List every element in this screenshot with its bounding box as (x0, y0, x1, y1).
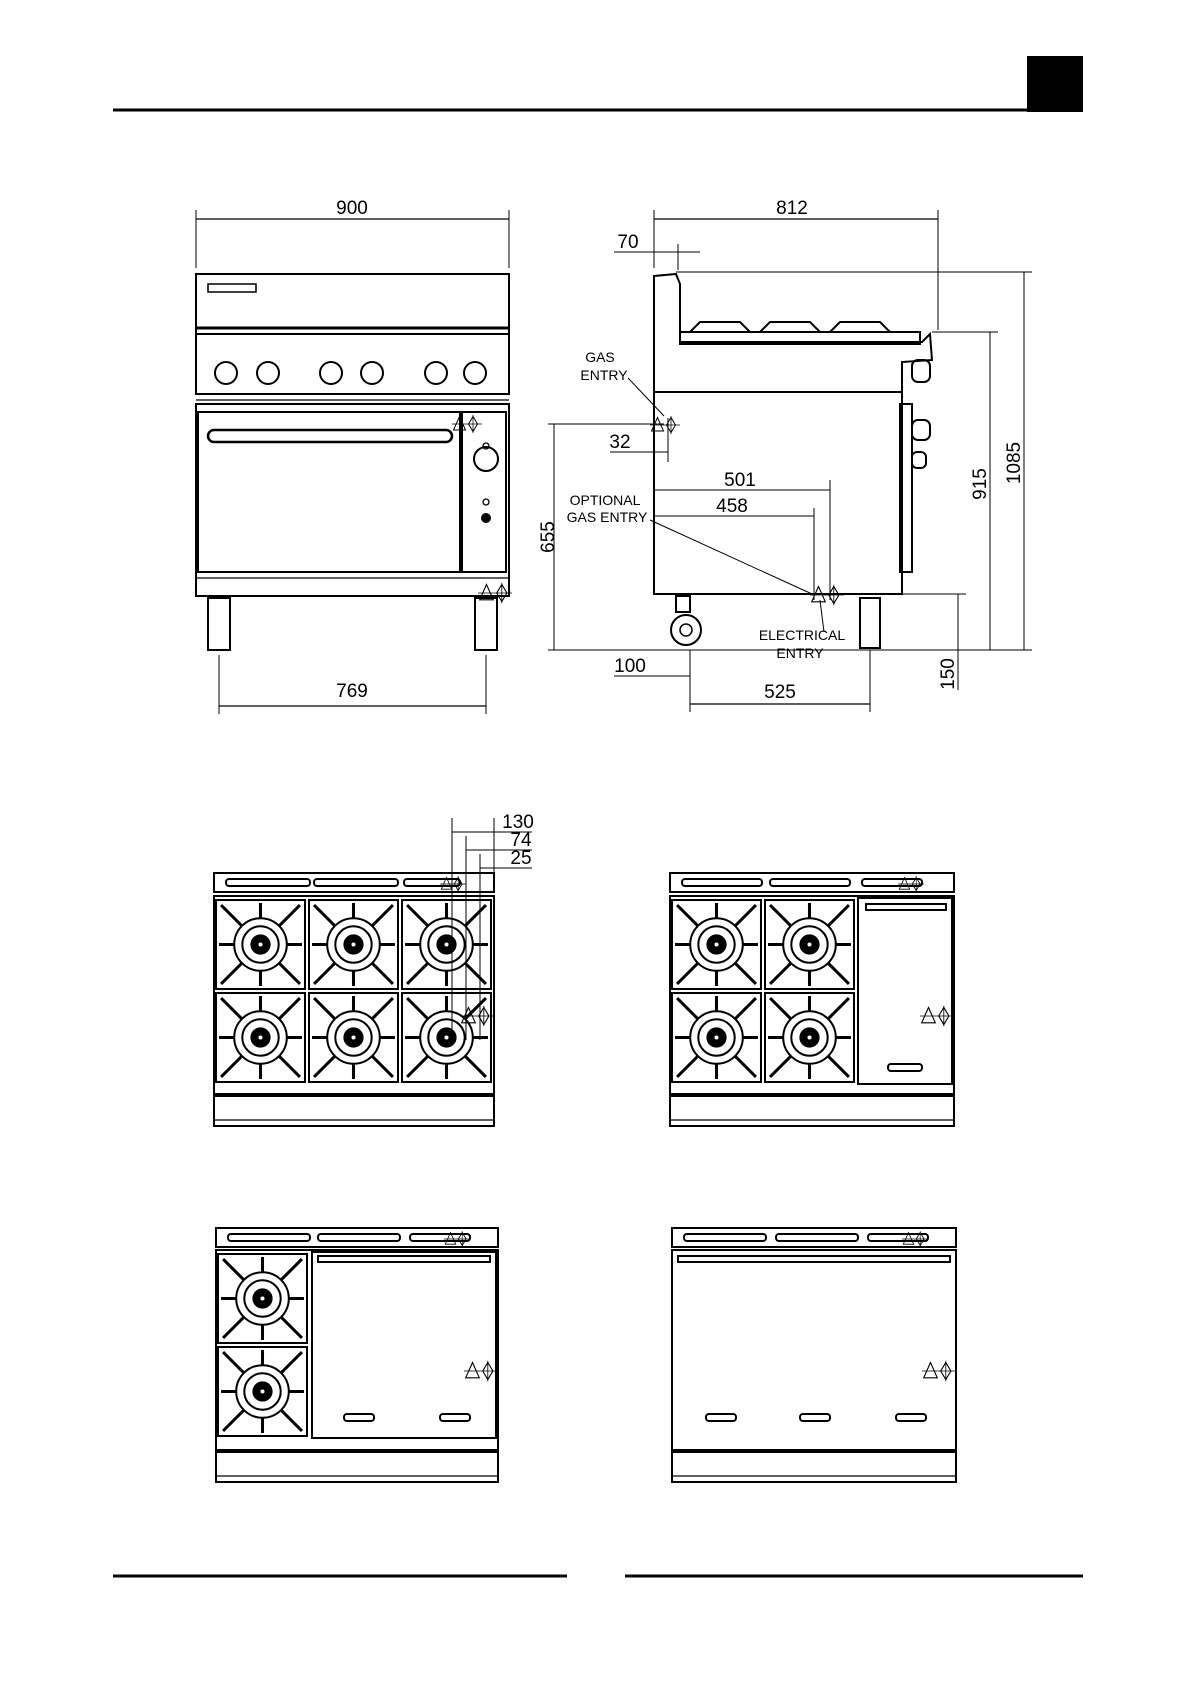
control-knob-icon (257, 362, 279, 384)
dim-overall-height: 1085 (1004, 441, 1025, 485)
flue-slot (318, 1234, 400, 1241)
griddle-backsplash (678, 1256, 950, 1262)
dim-electrical-entry-depth: 501 (724, 470, 756, 491)
entry-mark-icon (478, 583, 512, 603)
control-knob-icon (464, 362, 486, 384)
burner-icon (216, 993, 305, 1082)
flue-slot (682, 879, 762, 886)
side-oven-body (654, 392, 902, 594)
flue-slot (776, 1234, 858, 1241)
dim-splashback-offset: 70 (617, 232, 639, 253)
entry-mark-icon (452, 415, 482, 433)
burner-icon (218, 1254, 307, 1343)
leg-front-left (208, 598, 230, 650)
entry-mark-icon (464, 1361, 498, 1381)
burner-icon (765, 900, 854, 989)
dim-gas-entry-offset: 32 (609, 432, 631, 453)
front-view (196, 210, 512, 714)
front-rail (670, 1096, 954, 1126)
griddle-drain (440, 1414, 470, 1421)
griddle-plate (858, 898, 952, 1084)
oven-control-strip (462, 412, 506, 572)
control-knob-icon (425, 362, 447, 384)
griddle-drain (896, 1414, 926, 1421)
control-knob-icon (320, 362, 342, 384)
oven-door (198, 412, 460, 572)
dim-leg-depth: 525 (764, 682, 796, 703)
dim-25: 25 (510, 848, 532, 869)
front-rail (672, 1452, 956, 1482)
dim-optional-gas-entry-depth: 458 (716, 496, 748, 517)
rear-leg (860, 598, 880, 648)
thermostat-knob-icon (474, 447, 498, 471)
dim-gas-entry-height: 655 (538, 521, 559, 553)
castor-stem (676, 596, 690, 612)
side-knob-icon (912, 452, 926, 468)
griddle-backsplash (318, 1256, 490, 1262)
burner-icon (216, 900, 305, 989)
dim-castor-offset: 100 (614, 656, 646, 677)
section-tab (1027, 56, 1083, 112)
gas-entry-label-line1: GAS (585, 349, 615, 365)
flue-slot (226, 879, 310, 886)
griddle-plate (312, 1252, 496, 1438)
electrical-entry-label-line1: ELECTRICAL (758, 627, 846, 643)
optional-gas-entry-label-line2: GAS ENTRY (566, 509, 648, 525)
oven-handle (208, 430, 452, 442)
griddle-drain (888, 1064, 922, 1071)
optional-gas-leader (650, 520, 812, 594)
burner-icon (309, 900, 398, 989)
burner-icon (309, 993, 398, 1082)
control-knob-icon (215, 362, 237, 384)
gas-entry-label-line2: ENTRY (580, 367, 628, 383)
entry-mark-icon (922, 1361, 956, 1381)
flue-slot (684, 1234, 766, 1241)
griddle-backsplash (866, 904, 946, 910)
electrical-entry-mark-icon (810, 585, 844, 605)
control-knob-icon (361, 362, 383, 384)
top-view-2-burner-griddle (216, 1228, 498, 1482)
flue-slot (314, 879, 398, 886)
front-rail (214, 1096, 494, 1126)
dim-width-overall: 900 (336, 198, 368, 219)
side-knob-icon (912, 420, 930, 440)
optional-gas-entry-label-line1: OPTIONAL (569, 492, 641, 508)
burner-icon (672, 900, 761, 989)
flue-slot (770, 879, 850, 886)
burner-icon (218, 1347, 307, 1436)
side-knob-icon (912, 360, 930, 382)
burner-icon (672, 993, 761, 1082)
trivet-bars (690, 322, 890, 332)
dim-130: 130 (502, 812, 534, 833)
control-panel (196, 334, 509, 394)
gas-entry-leader (628, 378, 664, 416)
dim-74: 74 (510, 830, 532, 851)
dim-leg-span: 769 (336, 681, 368, 702)
castor-hub-icon (680, 624, 692, 636)
top-view-full-griddle (672, 1228, 956, 1482)
ignition-button-icon (482, 514, 490, 522)
electrical-entry-label-line2: ENTRY (776, 645, 824, 661)
dim-working-height: 915 (970, 468, 991, 500)
flue-slot (228, 1234, 310, 1241)
top-view-6-burner (214, 818, 532, 1126)
burner-icon (402, 900, 491, 989)
indicator-light-icon (483, 499, 489, 505)
front-rail (216, 1452, 498, 1482)
dim-leg-height: 150 (938, 658, 959, 690)
griddle-drain (344, 1414, 374, 1421)
splashback (196, 274, 509, 334)
badge-plate (208, 284, 256, 292)
page-header (113, 56, 1083, 112)
top-view-4-burner-griddle (670, 873, 954, 1126)
entry-mark-icon (920, 1006, 954, 1026)
castor-wheel-icon (671, 615, 701, 645)
dim-depth-overall: 812 (776, 198, 808, 219)
leg-front-right (475, 598, 497, 650)
burner-icon (765, 993, 854, 1082)
griddle-drain (706, 1414, 736, 1421)
griddle-drain (800, 1414, 830, 1421)
burner-icon (402, 993, 491, 1082)
backguard-strip (670, 873, 954, 892)
